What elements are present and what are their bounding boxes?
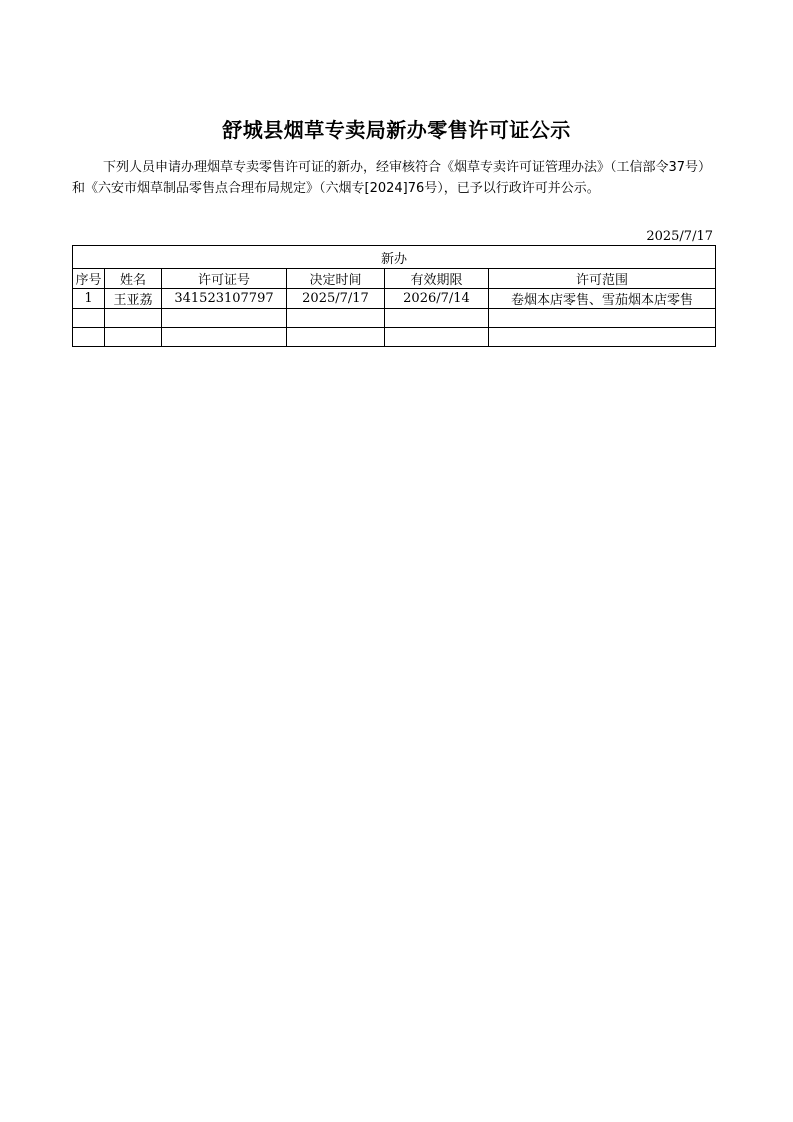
cell-valid-until: 2026/7/14 [385,289,489,309]
cell-license-scope: 卷烟本店零售、雪茄烟本店零售 [489,289,716,309]
cell-license-scope [489,309,716,328]
header-license-number: 许可证号 [162,269,287,289]
cell-index [73,309,105,328]
header-name: 姓名 [105,269,162,289]
cell-license-scope [489,328,716,347]
cell-name: 王亚荔 [105,289,162,309]
section-row [73,246,716,269]
cell-index: 1 [73,289,105,309]
header-decision-date: 决定时间 [287,269,385,289]
cell-decision-date: 2025/7/17 [287,289,385,309]
intro-paragraph: 下列人员申请办理烟草专卖零售许可证的新办，经审核符合《烟草专卖许可证管理办法》（工信部令37号）和《六安市烟草制品零售点合理布局规定》（六烟专[2024]76号），已予以行政许可并公示。 [72,160,712,196]
page-title: 舒城县烟草专卖局新办零售许可证公示 [222,118,571,142]
publish-date: 2025/7/17 [646,229,713,244]
cell-decision-date [287,328,385,347]
cell-valid-until [385,328,489,347]
cell-name [105,309,162,328]
cell-license-number [162,328,287,347]
license-table [72,245,716,347]
header-license-scope: 许可范围 [489,269,716,289]
cell-index [73,328,105,347]
header-valid-until: 有效期限 [385,269,489,289]
cell-valid-until [385,309,489,328]
header-index: 序号 [73,269,105,289]
cell-license-number: 341523107797 [162,289,287,309]
cell-name [105,328,162,347]
header-row [73,269,716,289]
cell-license-number [162,309,287,328]
table-row [73,289,716,309]
table-row [73,328,716,347]
table-row [73,309,716,328]
section-label: 新办 [73,246,716,269]
cell-decision-date [287,309,385,328]
